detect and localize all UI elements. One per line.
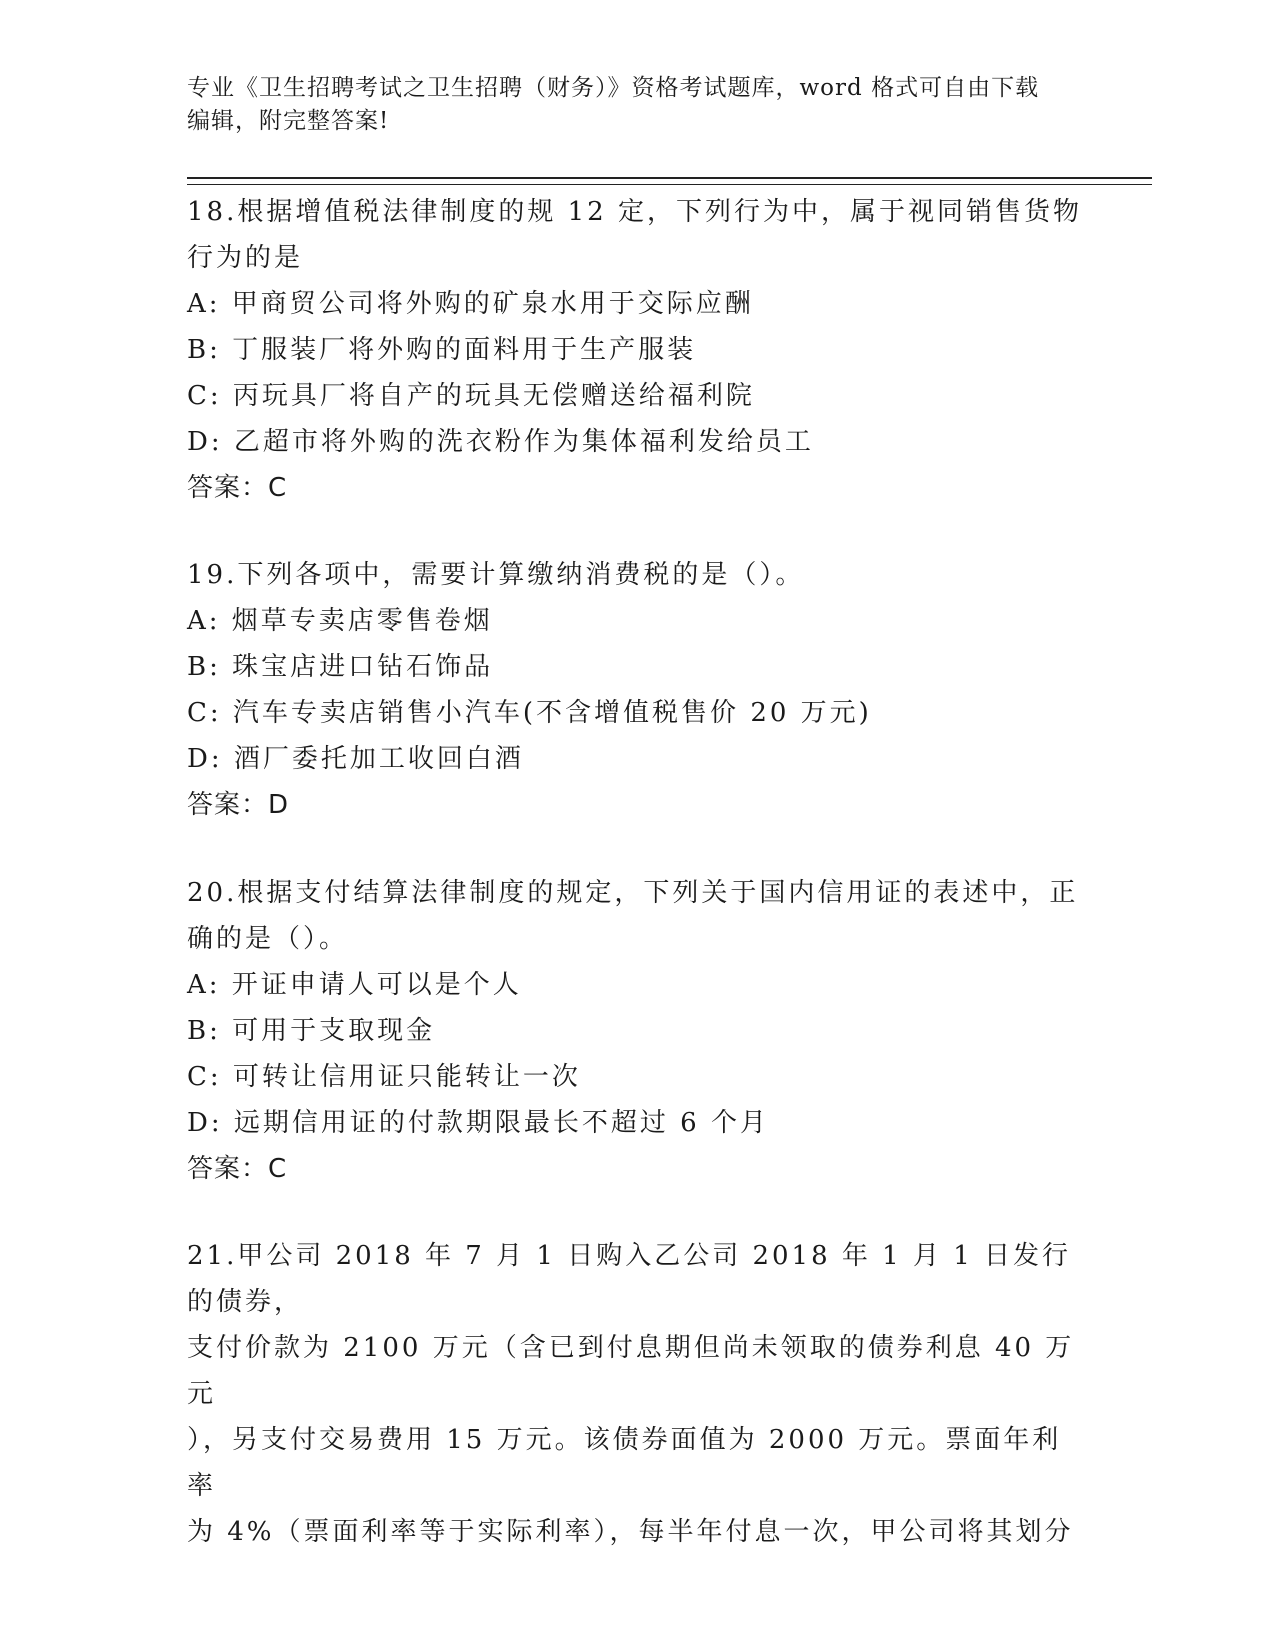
question-20 xyxy=(187,870,1087,1192)
option-a: A: 烟草专卖店零售卷烟 xyxy=(187,606,493,636)
question-stem-line: 为 4%（票面利率等于实际利率），每半年付息一次，甲公司将其划分 xyxy=(187,1517,1074,1547)
option-b: B: 丁服装厂将外购的面料用于生产服装 xyxy=(187,335,697,365)
option-c: C: 汽车专卖店销售小汽车(不含增值税售价 20 万元) xyxy=(187,698,872,728)
answer-line: 答案：C xyxy=(187,1154,288,1184)
question-stem-line: 支付价款为 2100 万元（含已到付息期但尚未领取的债券利息 40 万元 xyxy=(187,1333,1075,1409)
header-divider xyxy=(187,177,1152,185)
question-stem-line: 行为的是 xyxy=(187,243,304,273)
option-c: C: 可转让信用证只能转让一次 xyxy=(187,1062,581,1092)
document-header xyxy=(187,72,1087,138)
header-line-2: 编辑，附完整答案! xyxy=(187,108,390,134)
answer-line: 答案：D xyxy=(187,790,290,820)
header-line-1: 专业《卫生招聘考试之卫生招聘（财务）》资格考试题库，word 格式可自由下载 xyxy=(187,75,1040,101)
question-stem-line: 18.根据增值税法律制度的规 12 定，下列行为中，属于视同销售货物 xyxy=(187,197,1082,227)
question-stem-line: 19.下列各项中，需要计算缴纳消费税的是（）。 xyxy=(187,560,805,590)
question-stem-line: 确的是（）。 xyxy=(187,924,349,954)
question-21 xyxy=(187,1233,1087,1555)
option-c: C: 丙玩具厂将自产的玩具无偿赠送给福利院 xyxy=(187,381,755,411)
question-stem-line: 20.根据支付结算法律制度的规定，下列关于国内信用证的表述中，正 xyxy=(187,878,1079,908)
question-stem-line: ），另支付交易费用 15 万元。该债券面值为 2000 万元。票面年利率 xyxy=(187,1425,1062,1501)
option-a: A: 甲商贸公司将外购的矿泉水用于交际应酬 xyxy=(187,289,754,319)
option-a: A: 开证申请人可以是个人 xyxy=(187,970,522,1000)
question-19 xyxy=(187,552,1087,828)
option-d: D: 酒厂委托加工收回白酒 xyxy=(187,744,524,774)
option-d: D: 乙超市将外购的洗衣粉作为集体福利发给员工 xyxy=(187,427,814,457)
answer-line: 答案：C xyxy=(187,473,288,503)
option-b: B: 珠宝店进口钻石饰品 xyxy=(187,652,494,682)
question-stem-line: 21.甲公司 2018 年 7 月 1 日购入乙公司 2018 年 1 月 1 日发行的债券， xyxy=(187,1241,1072,1317)
option-d: D: 远期信用证的付款期限最长不超过 6 个月 xyxy=(187,1108,769,1138)
question-18 xyxy=(187,189,1087,511)
option-b: B: 可用于支取现金 xyxy=(187,1016,436,1046)
